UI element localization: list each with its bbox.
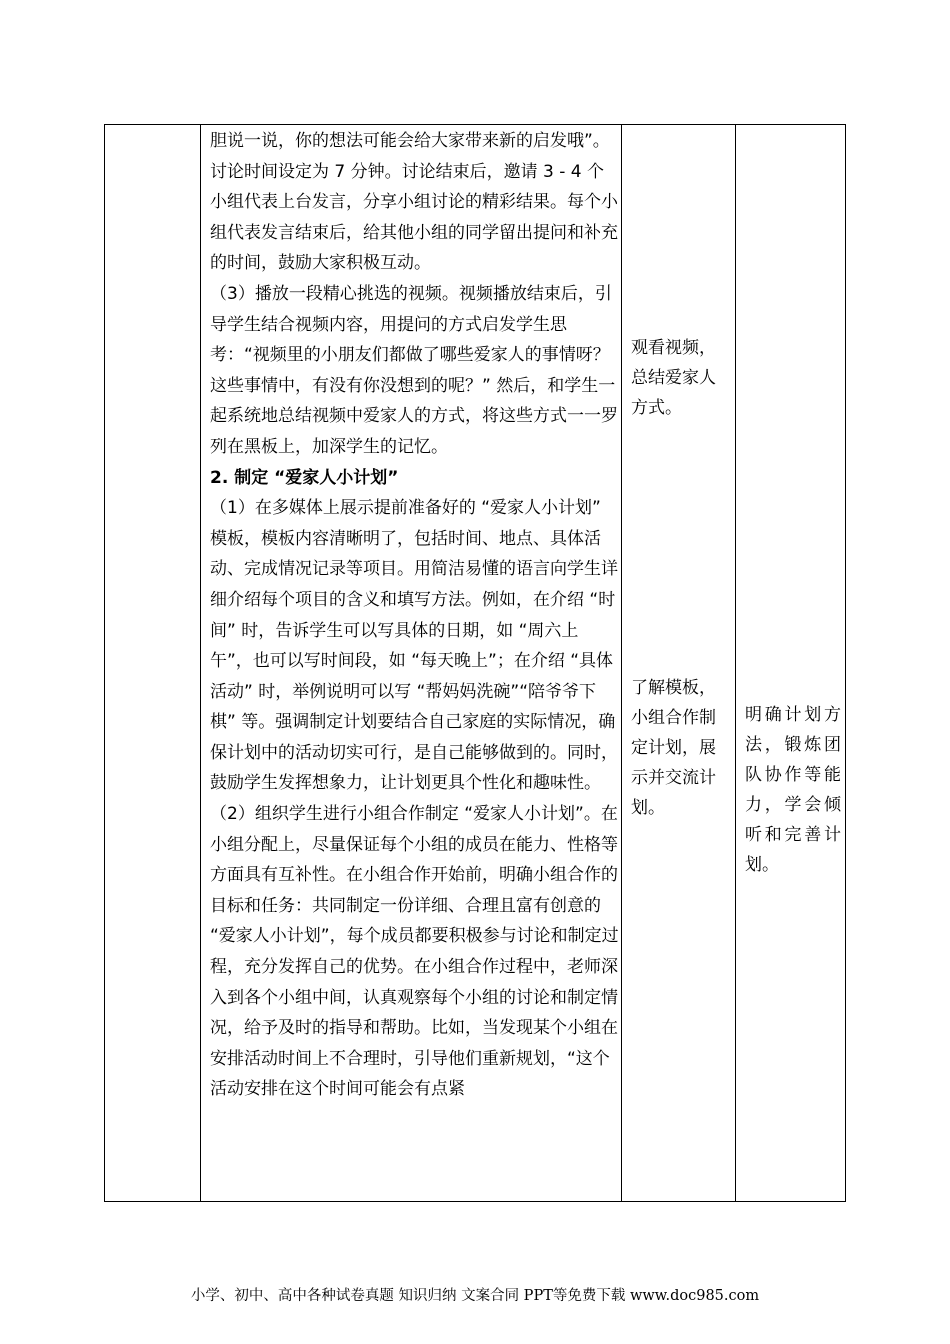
paragraph: （3）播放一段精心挑选的视频。视频播放结束后，引导学生结合视频内容，用提问的方式启发学生思考：“视频里的小朋友们都做了哪些爱家人的事情呀？这些事情中，有没有你没想到的呢？” 然后，和学生一起系统地总结视频中爱家人的方式，将这些方式一一罗列在黑板上，加深学生的记忆。 <box>210 283 618 457</box>
teacher-activity-cell <box>210 126 620 1105</box>
column-divider <box>200 125 201 1201</box>
column-divider <box>735 125 736 1201</box>
paragraph: 胆说一说，你的想法可能会给大家带来新的启发哦”。讨论时间设定为 7 分钟。讨论结束后，邀请 3 - 4 个小组代表上台发言，分享小组讨论的精彩结果。每个小组代表发言结束后，给其他小组的同学留出提问和补充的时间，鼓励大家积极互动。 <box>210 131 618 274</box>
student-activity-text: 观看视频，总结爱家人方式。 <box>631 338 716 418</box>
paragraph: （2）组织学生进行小组合作制定 “爱家人小计划”。在小组分配上，尽量保证每个小组的成员在能力、性格等方面具有互补性。在小组合作开始前，明确小组合作的目标和任务：共同制定一份详细、合理且富有创意的 “爱家人小计划”，每个成员都要积极参与讨论和制定过程，充分发挥自己的优势。在小组合作过程中，老师深入到各个小组中间，认真观察每个小组的讨论和制定情况，给予及时的指导和帮助。比如，当发现某个小组在安排活动时间上不合理时，引导他们重新规划，“这个活动安排在这个时间可能会有点紧 <box>210 804 619 1100</box>
student-activity-text: 了解模板，小组合作制定计划，展示并交流计划。 <box>631 678 716 818</box>
column-divider <box>621 125 622 1201</box>
section-heading: 2. 制定 “爱家人小计划” <box>210 467 399 488</box>
paragraph: （1）在多媒体上展示提前准备好的 “爱家人小计划” 模板，模板内容清晰明了，包括时间、地点、具体活动、完成情况记录等项目。用简洁易懂的语言向学生详细介绍每个项目的含义和填写方法。例如，在介绍 “时间” 时，告诉学生可以写具体的日期，如 “周六上午”，也可以写时间段，如 “每天晚上”；在介绍 “具体活动” 时，举例说明可以写 “帮妈妈洗碗”“陪爷爷下棋” 等。强调制定计划要结合自己家庭的实际情况，确保计划中的活动切实可行，是自己能够做到的。同时，鼓励学生发挥想象力，让计划更具个性化和趣味性。 <box>210 498 618 794</box>
lesson-table <box>104 124 846 1202</box>
page-footer: 小学、初中、高中各种试卷真题 知识归纳 文案合同 PPT等免费下载 www.doc985.com <box>190 1288 760 1304</box>
design-purpose-text: 明确计划方法，锻炼团队协作等能力，学会倾听和完善计划。 <box>745 705 841 875</box>
